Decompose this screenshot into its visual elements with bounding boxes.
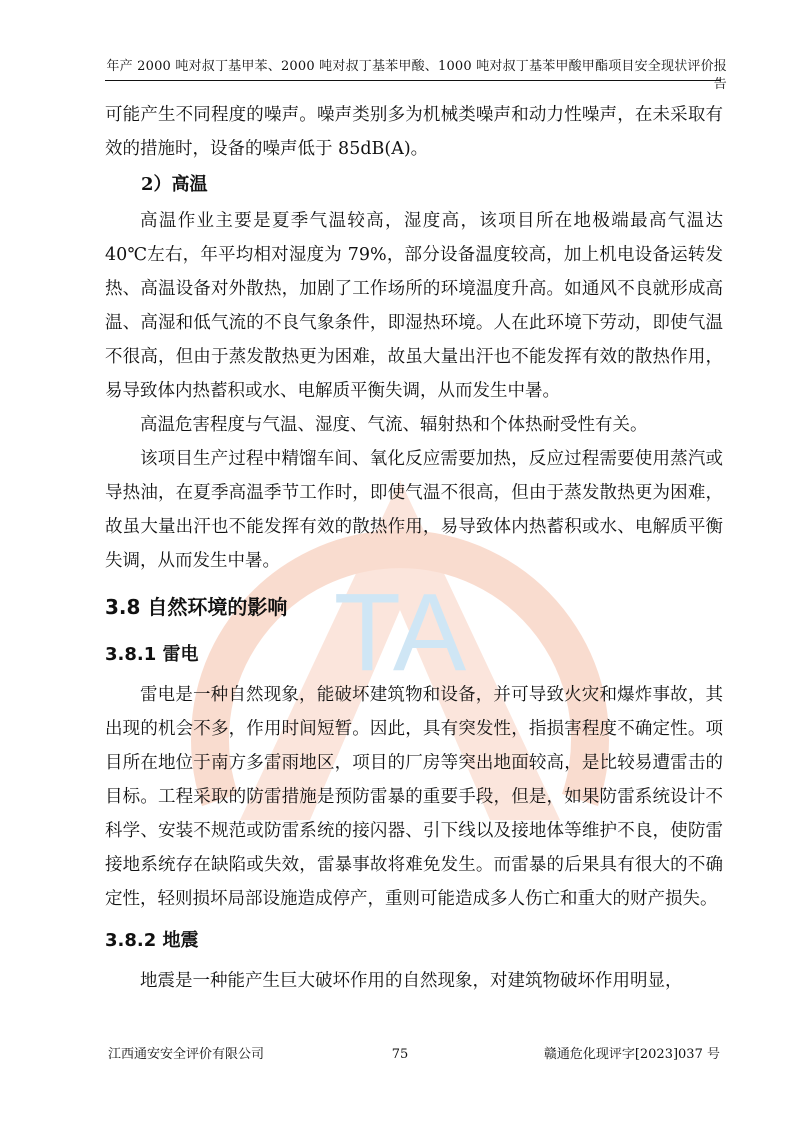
subsection-heading-earthquake: 3.8.2 地震: [105, 930, 199, 951]
paragraph-lightning: 雷电是一种自然现象，能破坏建筑物和设备，并可导致火灾和爆炸事故，其出现的机会不多，作用时间短暂。因此，具有突发性，指损害程度不确定性。项目所在地位于南方多雷雨地区，项目的厂房等突出地面较高，是比较易遭雷击的目标。工程采取的防雷措施是预防雷暴的重要手段，但是，如果防雷系统设计不科学、安装不规范或防雷系统的接闪器、引下线以及接地体等维护不良，使防雷接地系统存在缺陷或失效，雷暴事故将难免发生。而雷暴的后果具有很大的不确定性，轻则损坏局部设施造成停产，重则可能造成多人伤亡和重大的财产损失。: [105, 685, 723, 909]
paragraph-earthquake: 地震是一种能产生巨大破坏作用的自然现象，对建筑物破坏作用明显，: [140, 971, 683, 991]
subsection-heading-lightning: 3.8.1 雷电: [105, 644, 199, 665]
header-rule: [105, 80, 721, 81]
heading-high-temperature: 2）高温: [141, 174, 208, 195]
watermark-letters: TA: [333, 571, 467, 694]
footer-document-number: 赣通危化现评字[2023]037 号: [543, 1047, 720, 1062]
section-heading-natural-environment: 3.8 自然环境的影响: [105, 595, 288, 619]
page-content: [105, 98, 723, 998]
paragraph-high-temp-1: 高温作业主要是夏季气温较高，湿度高，该项目所在地极端最高气温达40℃左右，年平均相对湿度为 79%，部分设备温度较高，加上机电设备运转发热、高温设备对外散热，加剧了工作场所的环境温度升高。如通风不良就形成高温、高湿和低气流的不良气象条件，即湿热环境。人在此环境下劳动，即使气温不很高，但由于蒸发散热更为困难，故虽大量出汗也不能发挥有效的散热作用，易导致体内热蓄积或水、电解质平衡失调，从而发生中暑。: [105, 211, 723, 401]
footer-page-number: 75: [391, 1047, 409, 1062]
paragraph-high-temp-3: 该项目生产过程中精馏车间、氧化反应需要加热，反应过程需要使用蒸汽或导热油，在夏季高温季节工作时，即使气温不很高，但由于蒸发散热更为困难，故虽大量出汗也不能发挥有效的散热作用，易导致体内热蓄积或水、电解质平衡失调，从而发生中暑。: [105, 449, 723, 571]
paragraph-high-temp-2: 高温危害程度与气温、湿度、气流、辐射热和个体热耐受性有关。: [140, 415, 648, 435]
running-header: 年产 2000 吨对叔丁基甲苯、2000 吨对叔丁基苯甲酸、1000 吨对叔丁基苯甲酸甲酯项目安全现状评价报告: [106, 59, 727, 92]
paragraph-noise: 可能产生不同程度的噪声。噪声类别多为机械类噪声和动力性噪声，在未采取有效的措施时，设备的噪声低于 85dB(A)。: [105, 105, 723, 159]
footer-company: 江西通安安全评价有限公司: [108, 1047, 265, 1062]
